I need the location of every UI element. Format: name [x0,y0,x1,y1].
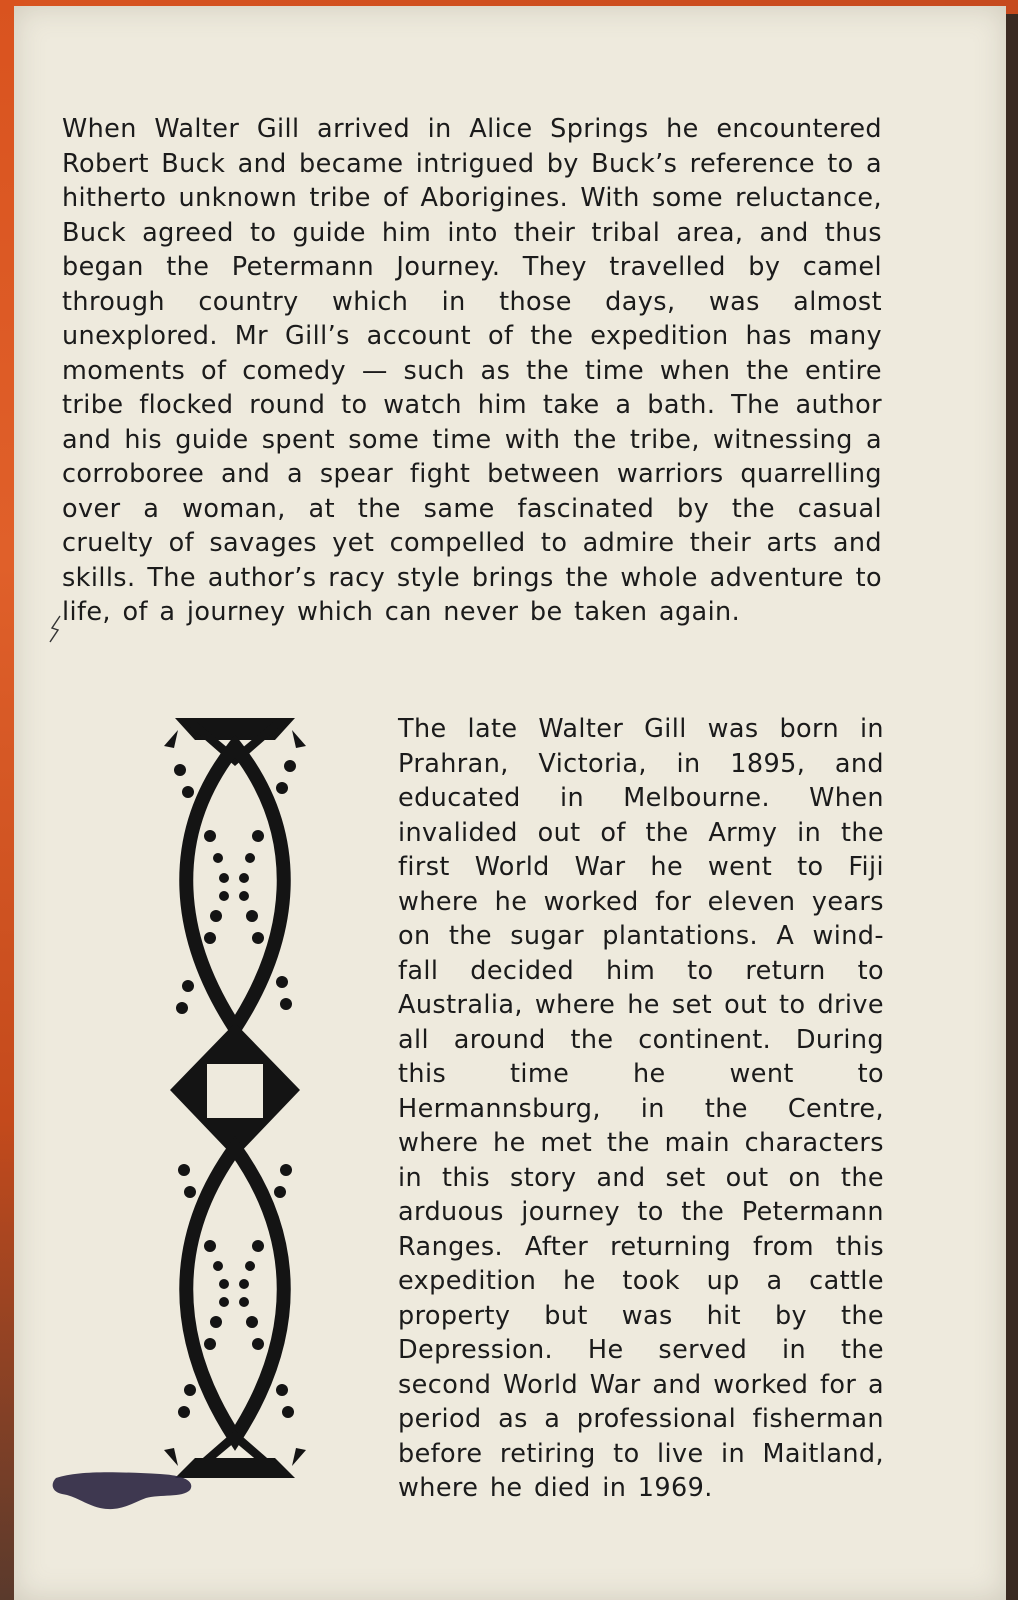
pen-mark-icon [46,614,66,644]
ink-stain-icon [50,1468,200,1514]
author-biography: The late Walter Gill was born in Prahran, Victoria, in 1895, and educated in Melbourne. When invalided out of the Army in the first World War he went to Fiji where he worked for eleven years on the sugar plantations. A wind-fall decided him to return to Australia, where he set out to drive all around the continent. During this time he went to Hermannsburg, in the Centre, where he met the main characters in this story and set out on the arduous journey to the Petermann Ranges. After returning from this expedition he took up a cattle property but was hit by the Depression. He served in the second World War and worked for a period as a professional fisherman before retiring to live in Maitland, where he died in 1969. [398,714,884,1503]
book-blurb: When Walter Gill arrived in Alice Springs he encountered Robert Buck and became intrigued by Buck’s reference to a hitherto unknown tribe of Aborigines. With some reluctance, Buck agreed to guide him into their tribal area, and thus began the Petermann Journey. They travelled by camel through country which in those days, was almost unexplored. Mr Gill’s account of the expedition has many moments of comedy — such as the time when the entire tribe flocked round to watch him take a bath. The author and his guide spent some time with the tribe, witnessing a corroboree and a spear fight between warriors quarrelling over a woman, at the same fascinated by the casual cruelty of savages yet compelled to admire their arts and skills. The author’s racy style brings the whole adventure to life, of a journey which can never be taken again. [62,114,882,627]
aboriginal-pattern-icon [160,718,310,1478]
